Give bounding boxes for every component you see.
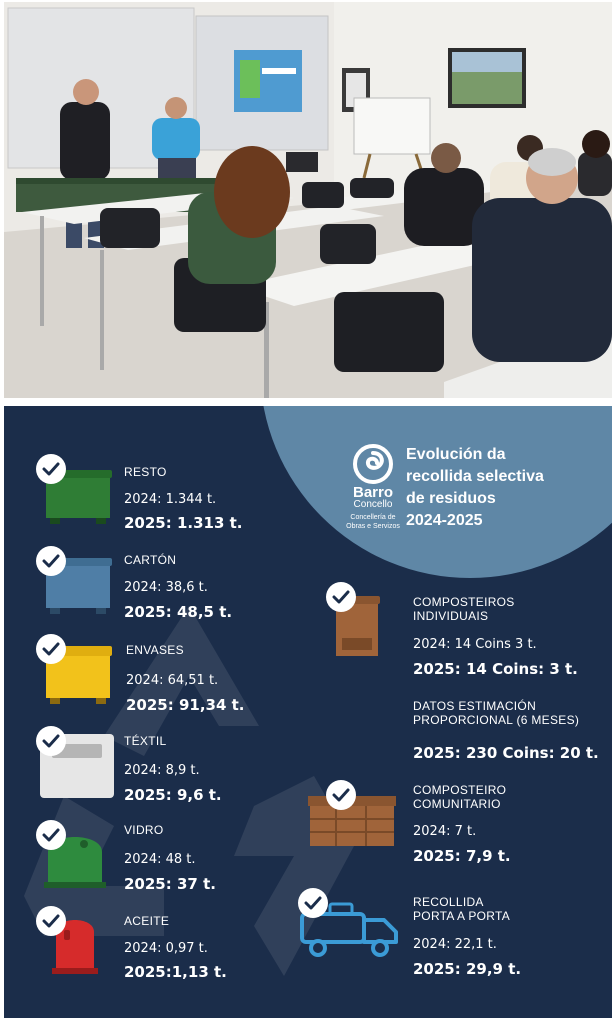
barro-swirl-icon (353, 444, 393, 484)
value-2025: 2025: 230 Coins: 20 t. (413, 744, 599, 762)
check-icon (326, 780, 356, 810)
logo-department: Concellería de Obras e Servizos (346, 514, 400, 530)
title-line-1: Evolución da (406, 446, 506, 463)
label-line-2: PORTA A PORTA (413, 909, 511, 923)
item-label (413, 895, 510, 923)
label-line-1: DATOS ESTIMACIÓN (413, 699, 537, 713)
title-line-4: 2024-2025 (406, 512, 483, 529)
check-icon (36, 634, 66, 664)
item-label: RESTO (124, 465, 167, 479)
value-2025: 2025: 9,6 t. (124, 786, 222, 804)
check-icon (36, 726, 66, 756)
item-label (413, 699, 579, 727)
label-line-2: COMUNITARIO (413, 797, 501, 811)
value-2024: 2024: 14 Coins 3 t. (413, 637, 537, 652)
classroom-photo (4, 2, 612, 398)
item-label: CARTÓN (124, 553, 177, 567)
value-2025: 2025: 14 Coins: 3 t. (413, 660, 578, 678)
item-label: ENVASES (126, 643, 184, 657)
barro-logo (340, 444, 406, 531)
value-2024: 2024: 48 t. (124, 852, 196, 867)
label-line-1: COMPOSTEIROS (413, 595, 515, 609)
value-2024: 2024: 7 t. (413, 824, 477, 839)
recycling-infographic (4, 406, 612, 1018)
label-line-1: COMPOSTEIRO (413, 783, 507, 797)
check-icon (298, 888, 328, 918)
value-2025: 2025: 29,9 t. (413, 960, 522, 978)
label-line-2: PROPORCIONAL (6 MESES) (413, 713, 580, 727)
value-2025: 2025: 7,9 t. (413, 847, 511, 865)
logo-brand: Barro (352, 484, 393, 501)
value-2025: 2025: 1.313 t. (124, 514, 243, 532)
check-icon (36, 906, 66, 936)
label-line-1: RECOLLIDA (413, 895, 484, 909)
item-label: TÉXTIL (124, 734, 167, 748)
value-2024: 2024: 64,51 t. (126, 673, 219, 688)
value-2024: 2024: 8,9 t. (124, 763, 200, 778)
check-icon (36, 820, 66, 850)
title-line-3: de residuos (406, 490, 496, 507)
infographic-title (406, 444, 606, 532)
check-icon (36, 546, 66, 576)
check-icon (36, 454, 66, 484)
item-label: VIDRO (124, 823, 164, 837)
value-2025: 2025: 37 t. (124, 875, 216, 893)
title-line-2: recollida selectiva (406, 468, 544, 485)
item-label (413, 783, 506, 811)
value-2024: 2024: 22,1 t. (413, 937, 497, 952)
value-2024: 2024: 38,6 t. (124, 580, 208, 595)
value-2024: 2024: 1.344 t. (124, 492, 217, 507)
value-2025: 2025:1,13 t. (124, 963, 227, 981)
item-label: ACEITE (124, 914, 170, 928)
value-2025: 2025: 48,5 t. (124, 603, 233, 621)
value-2025: 2025: 91,34 t. (126, 696, 245, 714)
value-2024: 2024: 0,97 t. (124, 941, 208, 956)
item-label (413, 595, 515, 623)
label-line-2: INDIVIDUAIS (413, 609, 489, 623)
logo-brand-sub: Concello (353, 499, 393, 510)
check-icon (326, 582, 356, 612)
